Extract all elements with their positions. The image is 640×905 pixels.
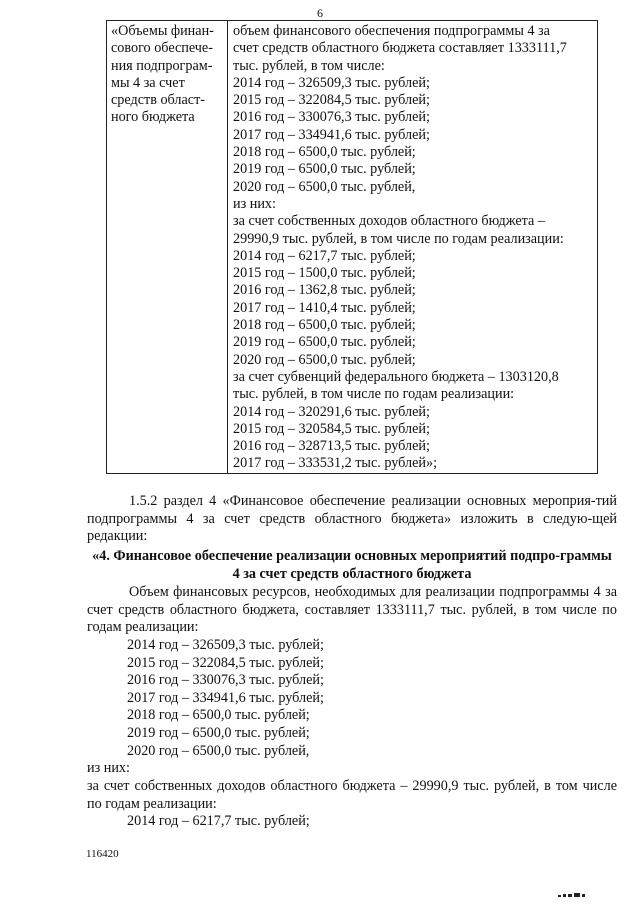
right-line: за счет субвенций федерального бюджета – 1303120,8 [233,368,559,385]
right-line: 2020 год – 6500,0 тыс. рублей, [233,178,416,195]
right-line: 2016 год – 330076,3 тыс. рублей; [233,109,430,126]
left-line: сового обеспече- [111,40,213,57]
right-line: тыс. рублей, в том числе: [233,57,385,74]
right-line: 2014 год – 320291,6 тыс. рублей; [233,403,430,420]
right-line: 2015 год – 320584,5 тыс. рублей; [233,420,430,437]
year-item: 2015 год – 322084,5 тыс. рублей; [127,654,324,671]
right-line: счет средств областного бюджета составляет 1333111,7 [233,40,567,57]
amendment-paragraph: 1.5.2 раздел 4 «Финансовое обеспечение реализации основных мероприя-тий подпрограммы 4 за счет средств областного бюджета» изложить в следую-щей редакции: [87,493,617,545]
scan-mark-icon [558,893,586,898]
own-income-2014: 2014 год – 6217,7 тыс. рублей; [127,813,310,829]
right-line: тыс. рублей, в том числе по годам реализации: [233,386,515,403]
year-list [127,637,324,760]
right-line: 2016 год – 1362,8 тыс. рублей; [233,282,416,299]
year-item: 2018 год – 6500,0 тыс. рублей; [127,707,310,724]
right-line: 2019 год – 6500,0 тыс. рублей; [233,334,416,351]
right-line: из них: [233,195,276,212]
year-item: 2016 год – 330076,3 тыс. рублей; [127,672,324,689]
right-line: 2017 год – 333531,2 тыс. рублей»; [233,455,438,472]
year-item: 2017 год – 334941,6 тыс. рублей; [127,689,324,706]
own-income-paragraph: за счет собственных доходов областного бюджета – 29990,9 тыс. рублей, в том числе по годам реализации: [87,778,617,812]
right-line: 2014 год – 6217,7 тыс. рублей; [233,247,416,264]
left-line: ного бюджета [111,109,195,126]
right-line: 2018 год – 6500,0 тыс. рублей; [233,144,416,161]
document-code: 116420 [86,848,119,860]
right-line: 2017 год – 1410,4 тыс. рублей; [233,299,416,316]
table-left-cell [107,21,228,474]
volume-paragraph: Объем финансовых ресурсов, необходимых для реализации подпрограммы 4 за счет средств областного бюджета, составляет 1333111,7 тыс. рублей, в том числе по годам реализации: [87,584,617,636]
right-line: 2014 год – 326509,3 тыс. рублей; [233,74,430,91]
right-line: 29990,9 тыс. рублей, в том числе по годам реализации: [233,230,564,247]
year-item: 2019 год – 6500,0 тыс. рублей; [127,724,310,741]
right-line: за счет собственных доходов областного бюджета – [233,213,545,230]
year-item: 2020 год – 6500,0 тыс. рублей, [127,742,310,759]
left-line: мы 4 за счет [111,74,185,91]
right-line: 2020 год – 6500,0 тыс. рублей; [233,351,416,368]
right-line: 2015 год – 1500,0 тыс. рублей; [233,265,416,282]
iz-nih-text: из них: [87,760,130,776]
right-line: 2018 год – 6500,0 тыс. рублей; [233,317,416,334]
left-line: ния подпрограм- [111,57,213,74]
year-item: 2014 год – 326509,3 тыс. рублей; [127,637,324,653]
right-line: объем финансового обеспечения подпрограммы 4 за [233,23,550,39]
right-line: 2019 год – 6500,0 тыс. рублей; [233,161,416,178]
right-line: 2016 год – 328713,5 тыс. рублей; [233,438,430,455]
right-line: 2017 год – 334941,6 тыс. рублей; [233,126,430,143]
left-line: «Объемы финан- [111,23,214,39]
financing-table [106,20,598,474]
table-right-cell [228,21,598,474]
left-line: средств област- [111,92,206,109]
right-line: 2015 год – 322084,5 тыс. рублей; [233,92,430,109]
section-heading: «4. Финансовое обеспечение реализации основных мероприятий подпро-граммы 4 за счет средств областного бюджета [92,548,612,582]
page-number: 6 [317,6,323,20]
